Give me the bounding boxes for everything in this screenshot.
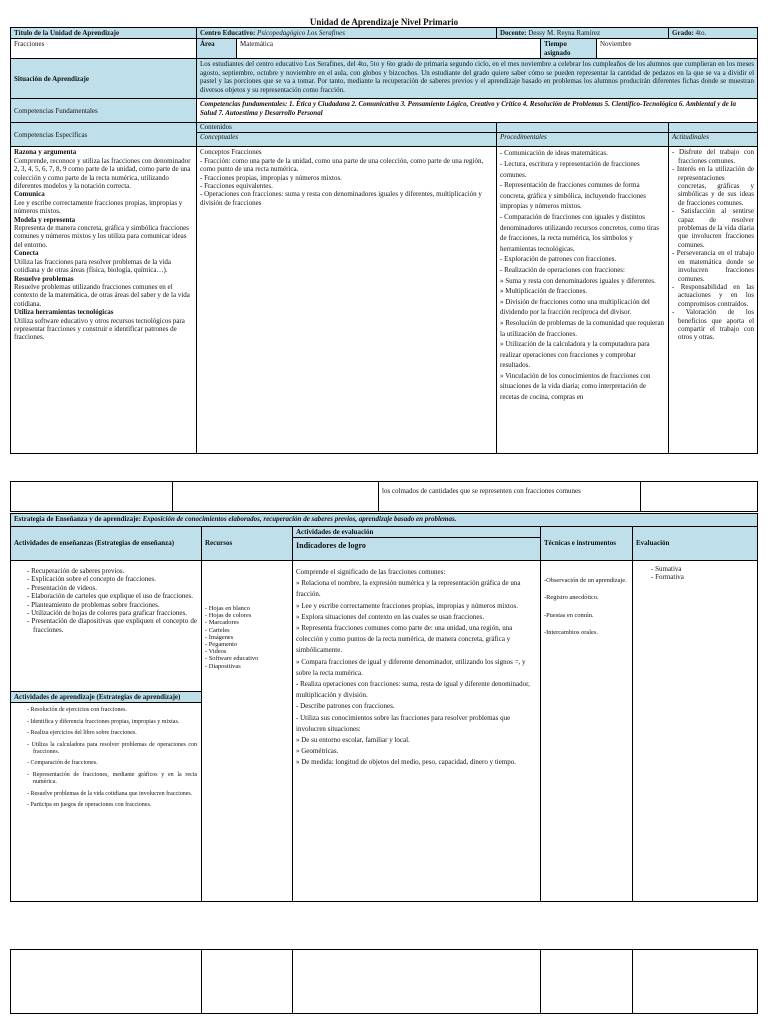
attitudinal-item: - Interés en la utilización de representaciones concretas, gráficas y simbólicas y de sus ideas de fracciones comunes.	[672, 165, 754, 207]
procedural-item: » Resolución de problemas de la comunidad que requieran la utilización de fracciones.	[500, 318, 665, 338]
learning-item: - Resolución de ejercicios con fracciones.	[27, 707, 197, 714]
procedural-item: - Lectura, escritura y representación de fracciones comunes.	[500, 160, 640, 179]
contents-label: Contenidos	[197, 123, 496, 132]
procedural-item: - Exploración de patrones con fracciones.	[500, 255, 617, 264]
learning-item: - Identifica y diferencia fracciones propias, impropias y mixtas.	[27, 719, 197, 726]
activities-cell	[11, 561, 202, 902]
time-value: Noviembre	[597, 39, 758, 59]
teaching-activities	[11, 561, 201, 691]
learning-item: - Resuelve problemas de la vida cotidiana que involucren fracciones.	[27, 791, 197, 798]
indicator-item: » De su entorno escolar, familiar y local.	[296, 736, 410, 745]
resource-item: - Marcadores	[205, 619, 289, 626]
evaluation-activities-header	[293, 527, 541, 561]
indicator-item: » Geométricas.	[296, 747, 339, 756]
procedural-item: » Multiplicación de fracciones.	[500, 287, 588, 296]
learning-item: - Comparación de fracciones.	[27, 760, 197, 767]
resource-item: - Hojas en blanco	[205, 605, 289, 612]
indicator-item: Comprende el significado de las fracciones comunes:	[296, 568, 446, 576]
procedural-item: » Utilización de la calculadora y la computadora para realizar operaciones con fracciones y comprobar resultados.	[500, 340, 650, 370]
indicator-item: - Describe patrones con fracciones.	[296, 702, 395, 711]
resource-item: - Videos	[205, 648, 289, 655]
resource-item: - Hojas de colores	[205, 612, 289, 619]
situation-label: Situación de Aprendizaje	[11, 59, 197, 99]
indicator-item: - Realiza operaciones con fracciones: suma, resta de igual y diferente denominador, multiplicación y división.	[296, 680, 530, 700]
indicators-list	[293, 561, 541, 902]
attitudinal-item: - Responsabilidad en las actuaciones y en los compromisos contraídos.	[672, 283, 754, 308]
school-label: Centro Educativo:	[200, 29, 256, 37]
school-name: Psicopedagógico Los Serafines	[257, 29, 345, 37]
specific-item: Utiliza herramientas tecnológicas Utiliza software educativo y otros recursos tecnológicos para representar fracciones y construir e identificar patrones de fracciones.	[14, 308, 185, 342]
activities-table	[10, 513, 758, 902]
procedural-item: - Comunicación de ideas matemáticas.	[500, 149, 608, 158]
attitudinal-item: - Perseverancia en el trabajo en matemática donde se involucren fracciones comunes.	[672, 249, 754, 283]
procedural-header-cell	[497, 123, 669, 147]
specific-label: Competencias Específicas	[11, 123, 197, 147]
resource-item: - Imágenes	[205, 634, 289, 641]
indicator-item: » De medida: longitud de objetos del medio, peso, capacidad, dinero y tiempo.	[296, 758, 517, 767]
technique-item: -Intercambios orales.	[544, 629, 598, 637]
teaching-item: - Elaboración de carteles que explique el uso de fracciones.	[27, 592, 197, 600]
procedural-header: Procedimentales	[500, 133, 547, 142]
teaching-item: - Utilización de hojas de colores para graficar fracciones.	[27, 609, 197, 617]
teaching-item: - Explicación sobre el concepto de fracciones.	[27, 575, 197, 583]
specific-item: Comunica Lee y escribe correctamente fracciones propias, impropias y números mixtos.	[14, 190, 183, 216]
conceptual-item: - Fracciones propias, impropias y números mixtos.	[200, 173, 342, 182]
conceptual-contents	[197, 147, 497, 454]
specific-item: Conecta Utiliza las fracciones para resolver problemas de la vida cotidiana y de otras áreas (física, biología, química…).	[14, 249, 172, 275]
resource-item: - Pegamento	[205, 641, 289, 648]
learning-item: - Participa en juegos de operaciones con fracciones.	[27, 802, 197, 809]
grade-cell	[669, 28, 758, 39]
resource-item: - Software educativo	[205, 655, 289, 662]
learning-item: - Realiza ejercicios del libro sobre fracciones.	[27, 730, 197, 737]
teacher-cell	[497, 28, 669, 39]
document-title: Unidad de Aprendizaje Nivel Primario	[309, 17, 459, 27]
school-cell	[197, 28, 497, 39]
unit-name: Fracciones	[11, 39, 197, 59]
indicators-header: Indicadores de logro	[296, 541, 366, 551]
procedural-item: » Vinculación de los conocimientos de fracciones con situaciones de la vida diaria; como interpretación de recetas de cocina, compras en	[500, 371, 651, 402]
attitudinal-header-cell	[669, 123, 758, 147]
procedural-item: » División de fracciones como una multiplicación del dividendo por la fracción recíproca del divisor.	[500, 297, 650, 317]
learning-activities-header: Actividades de aprendizaje (Estrategias de aprendizaje)	[11, 691, 201, 702]
procedural-continued: los colmados de cantidades que se representen con fracciones comunes	[379, 482, 641, 512]
empty-cell	[202, 950, 293, 1014]
specific-item: Razona y argumenta Comprende, reconoce y utiliza las fracciones con denominador 2, 3, 4, 5, 6, 7, 8, 9 como parte de la unidad, como parte de una colección y como parte de la recta numérica, utilizando diferentes modelos y la notación correcta.	[14, 148, 191, 191]
grade-label: Grado:	[672, 29, 694, 37]
teaching-item: - Planteamiento de problemas sobre fracciones.	[27, 601, 197, 609]
indicator-item: » Lee y escribe correctamente fracciones propias, impropias y números mixtos.	[296, 601, 518, 610]
procedural-item: - Comparación de fracciones con iguales y distintos denominadores utilizando recursos concretos, como tiras de fracciones, la recta numérica, los símbolos y herramientas tecnológicas.	[500, 212, 660, 253]
technique-item: -Registro anecdótico.	[544, 594, 599, 602]
evaluation-activities-label: Actividades de evaluación	[293, 527, 540, 538]
learning-item: - Representación de fracciones, mediante gráficos y en la recta numérica.	[27, 772, 197, 787]
attitudinal-contents	[669, 147, 758, 454]
learning-activities	[11, 702, 201, 817]
continuation-table	[10, 481, 758, 512]
conceptual-item: - Fracción: como una parte de la unidad, como una parte de una colección, como parte de una región, como punto de una recta numérica.	[200, 156, 484, 174]
specific-item: Modela y representa Representa de manera concreta, gráfica y simbólica fracciones comunes y números mixtos y los utiliza para comunicar ideas del entorno.	[14, 215, 189, 249]
attitudinal-header: Actitudinales	[672, 133, 709, 142]
attitudinal-item: - Disfrute del trabajo con fracciones comunes.	[672, 148, 754, 165]
resources-header: Recursos	[202, 527, 293, 561]
attitudinal-item: - Valoración de los beneficios que aporta el compartir el trabajo con otros y otras.	[672, 308, 754, 342]
time-label: Tiempo asignado	[541, 39, 597, 59]
indicator-item: - Utiliza sus conocimientos sobre las fracciones para resolver problemas que involucren situaciones:	[296, 713, 511, 733]
empty-cell	[633, 950, 758, 1014]
attitudinal-item: - Satisfacción al sentirse capaz de resolver problemas de la vida diaria que involucren fracciones comunes.	[672, 207, 754, 249]
unit-title-label: Título de la Unidad de Aprendizaje	[11, 28, 197, 39]
teacher-label: Docente:	[500, 29, 527, 37]
indicator-item: » Relaciona el nombre, la expresión numérica y la representación gráfica de una fracción.	[296, 579, 521, 599]
evaluation-list	[633, 561, 758, 902]
bottom-empty-table	[10, 949, 758, 1014]
technique-item: -Puestas en común.	[544, 611, 594, 619]
area-label: Área	[197, 39, 237, 59]
specific-item: Resuelve problemas Resuelve problemas utilizando fracciones comunes en el contexto de la matemática, de otras áreas del saber y de la vida cotidiana.	[14, 274, 190, 308]
empty-cell	[541, 950, 633, 1014]
learning-item: - Utiliza la calculadora para resolver problemas de operaciones con fracciones.	[27, 742, 197, 757]
grade-value: 4to.	[695, 29, 707, 37]
indicator-item: » Representa fracciones comunes como parte de: una unidad, una región, una colección y como puntos de la recta numérica, de manera concreta, gráfica y simbólicamente.	[296, 624, 513, 655]
contents-conceptual-header	[197, 123, 497, 147]
strategy-row	[11, 514, 758, 527]
conceptual-header: Conceptuales	[200, 132, 239, 141]
evaluation-item: - Formativa	[651, 573, 753, 581]
procedural-item: » Suma y resta con denominadores iguales y diferentes.	[500, 276, 656, 285]
resource-item: - Diapositivas	[205, 663, 289, 670]
techniques-header: Técnicas e instrumentos	[541, 527, 633, 561]
empty-cell	[641, 482, 758, 512]
indicator-item: » Explora situaciones del contexto en las cuales se usan fracciones.	[296, 612, 484, 621]
empty-cell	[173, 482, 379, 512]
conceptual-item: - Fracciones equivalentes.	[200, 182, 273, 191]
indicator-item: » Compara fracciones de igual y diferente denominador, utilizando los signos =, y sobre la recta numérica.	[296, 657, 526, 677]
procedural-item: - Representación de fracciones comunes de forma concreta, gráfica y simbólica, incluyendo fracciones impropias y números mixtos.	[500, 181, 646, 211]
conceptual-item: Conceptos Fracciones	[200, 148, 262, 157]
area-value: Matemática	[237, 39, 541, 59]
teacher-name: Dessy M. Reyna Ramírez	[528, 29, 601, 37]
fundamental-text: Competencias fundamentales: 1. Ética y Ciudadana 2. Comunicativa 3. Pensamiento Lógico, Creativo y Crítico 4. Resolución de Problemas 5. Científico-Tecnológica 6. Ambiental y de la Salud 7. Autoestima y Desarrollo Personal	[197, 99, 758, 123]
specific-competencies	[11, 147, 197, 454]
empty-cell	[11, 482, 173, 512]
evaluation-item: - Sumativa	[651, 565, 753, 573]
teaching-item: - Presentación de diapositivas que expliquen el concepto de fracciones.	[27, 617, 197, 634]
fundamental-label: Competencias Fundamentales	[11, 99, 197, 123]
conceptual-item: - Operaciones con fracciones: suma y resta con denominadores iguales y diferentes, multiplicación y división de fracciones	[200, 190, 482, 207]
procedural-item: - Realización de operaciones con fracciones:	[500, 265, 625, 274]
situation-text: Los estudiantes del centro educativo Los Serafines, del 4to, 5to y 6to grado de primaria segundo ciclo, en el mes noviembre a celebrar los cumpleaños de los alumnos que cumplieran en los meses agosto, septiembre, octubre y noviembre en el aula, con globos y bizcochos. Un estudiante del grado quiere saber cómo se pueden representar la cantidad de pedazos en la que se va a dividir el pastel y las porciones que se va a tomar. Por tanto, mediante la recuperación de saberes previos y el aprendizaje basado en problemas los alumnos producirán diferentes fichas donde se muestran diversos objetos y su representación como fracción.	[197, 59, 758, 99]
empty-cell	[11, 950, 202, 1014]
technique-item: -Observación de un aprendizaje.	[544, 577, 627, 584]
strategy-label: Estrategia de Enseñanza y de aprendizaje:	[14, 515, 141, 523]
techniques-list	[541, 561, 633, 902]
teaching-item: - Presentación de videos.	[27, 584, 197, 592]
strategy-text: Exposición de conocimientos elaborados, recuperación de saberes previos, aprendizaje basado en problemas.	[142, 515, 457, 523]
resources-list	[202, 561, 293, 902]
teaching-item: - Recuperación de saberes previos.	[27, 567, 197, 575]
resource-item: - Carteles	[205, 627, 289, 634]
evaluation-header: Evaluación	[633, 527, 758, 561]
teaching-activities-header: Actividades de enseñanzas (Estrategias de enseñanza)	[11, 527, 202, 561]
procedural-contents	[497, 147, 669, 454]
unit-header-table	[10, 27, 758, 454]
empty-cell	[293, 950, 541, 1014]
